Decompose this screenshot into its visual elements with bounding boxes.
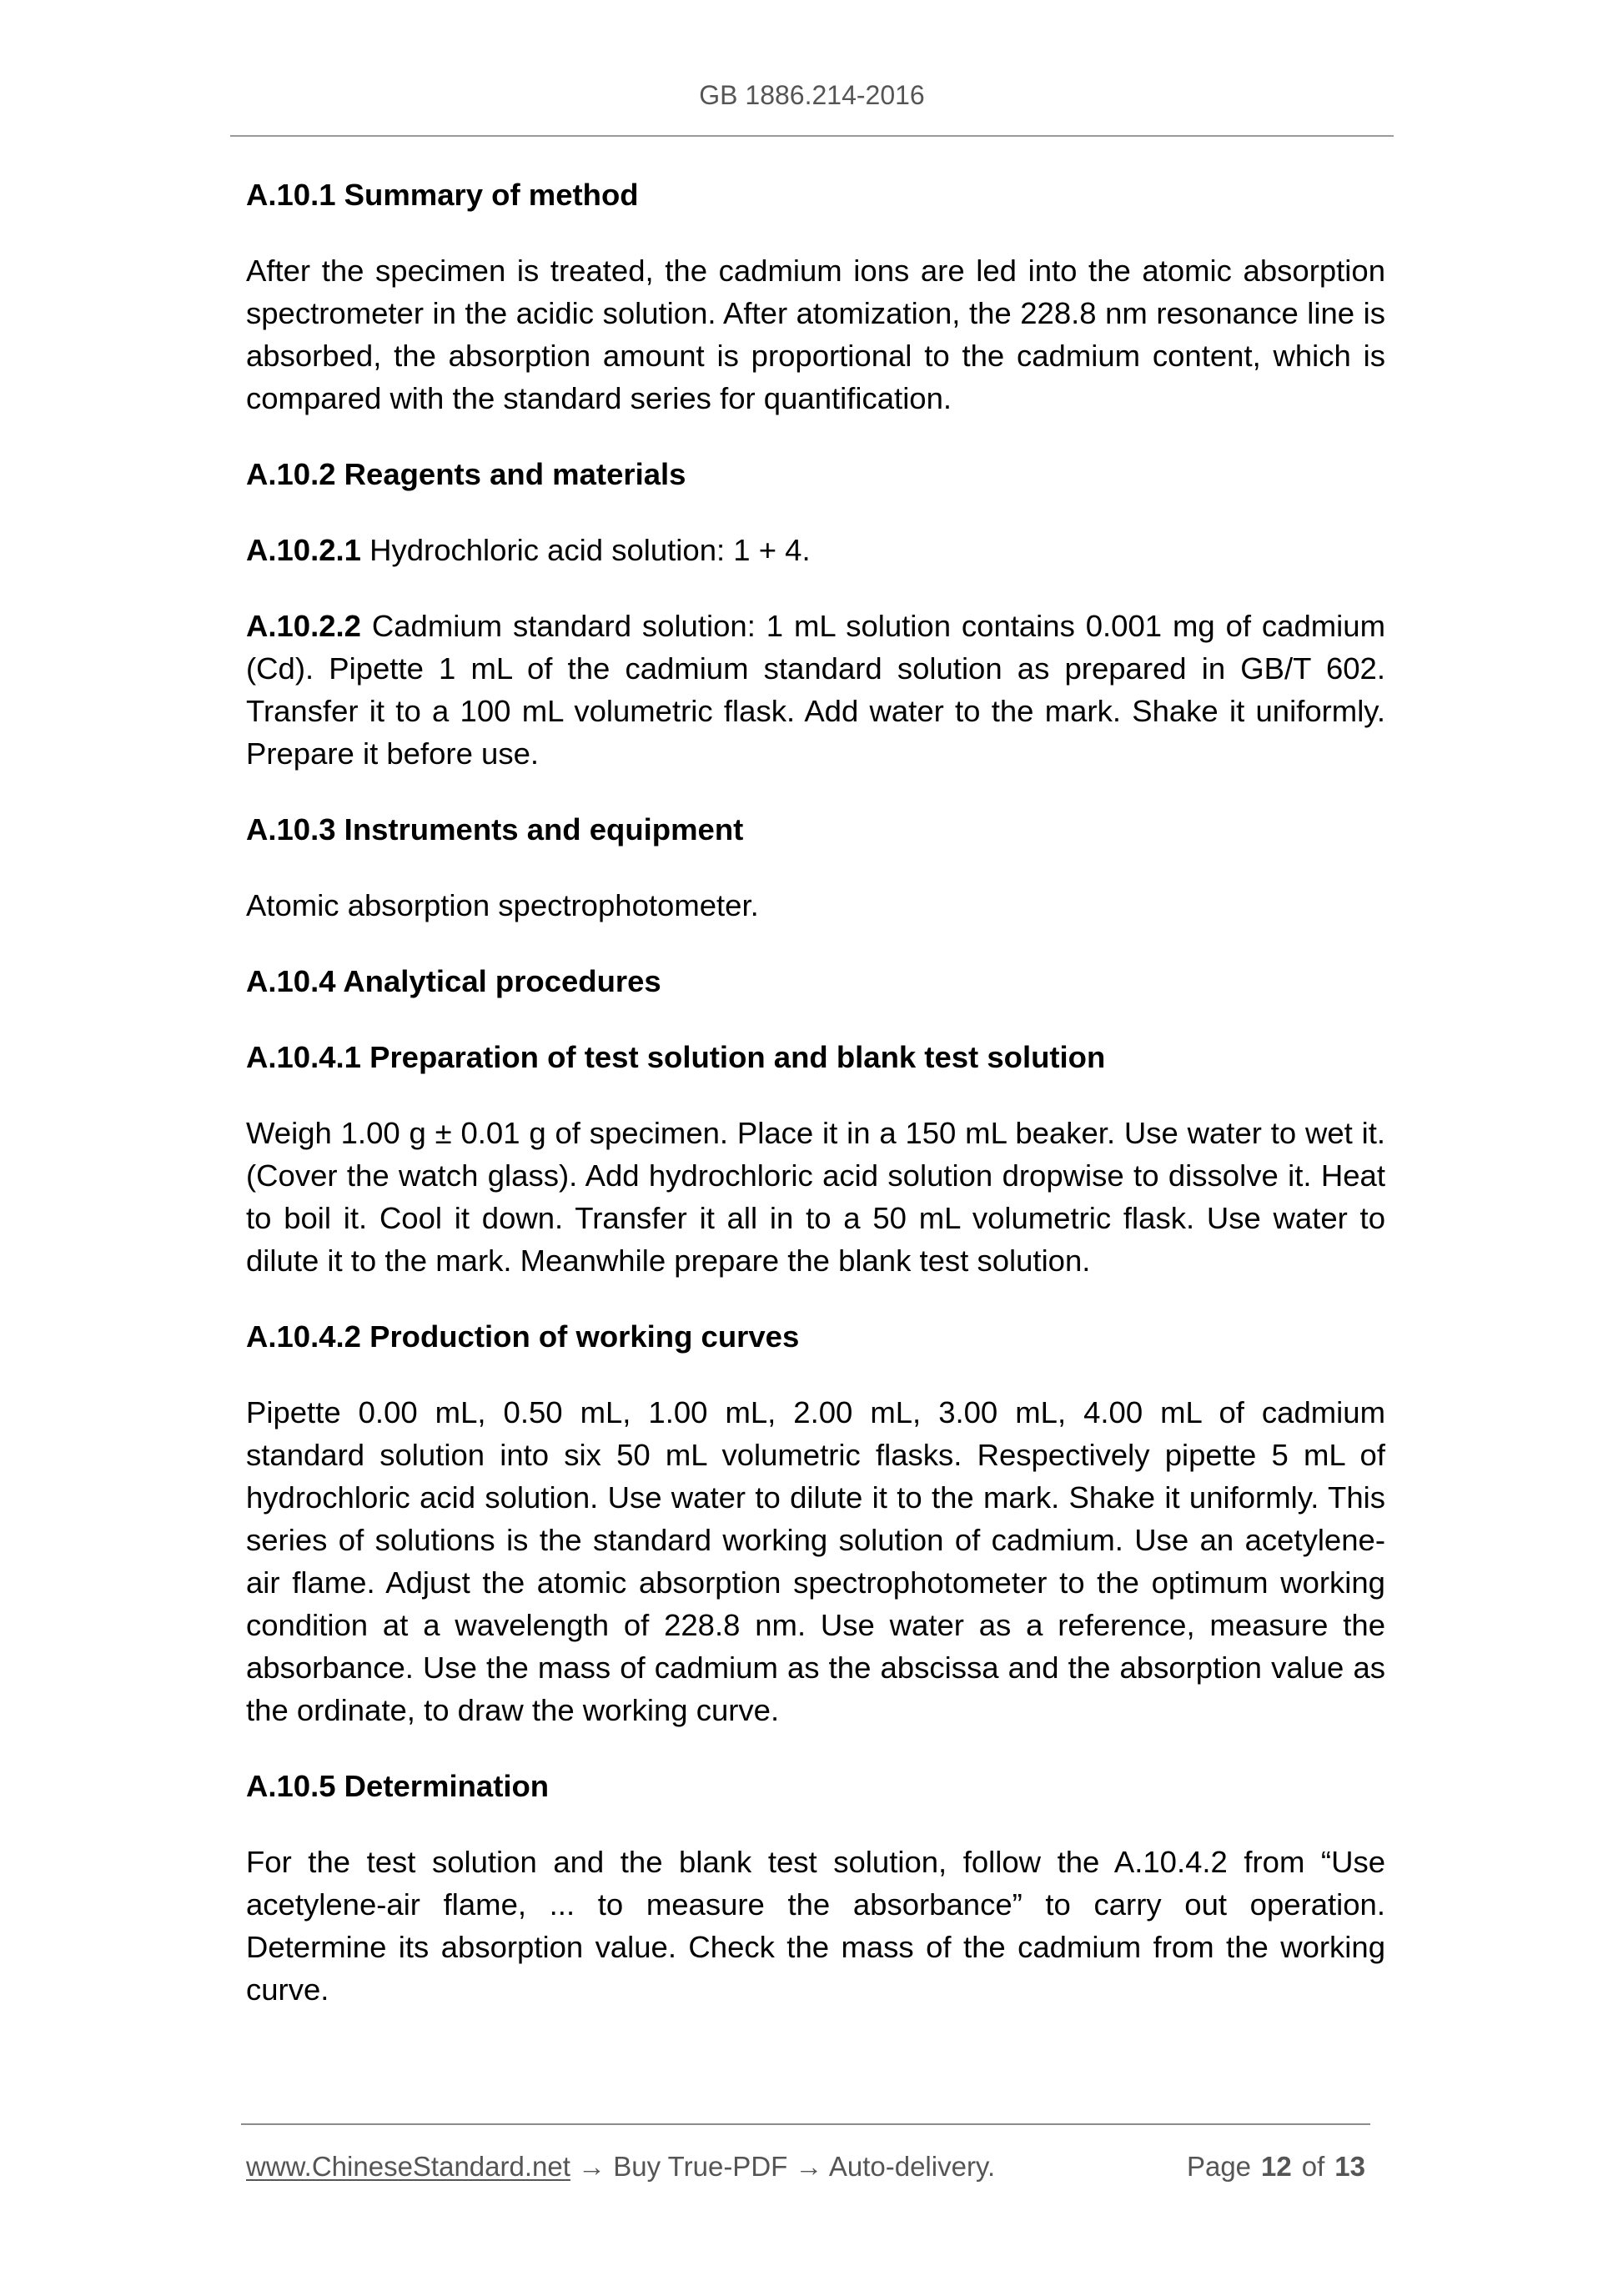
document-body [246,173,1385,2044]
page-label: Page [1186,2151,1252,2182]
subsection-heading-working-curves: A.10.4.2 Production of working curves [246,1319,800,1354]
instruments-paragraph: Atomic absorption spectrophotometer. [246,888,759,922]
chinesestandard-link[interactable]: www.ChineseStandard.net [246,2151,570,2182]
reagent-item-hydrochloric-acid [246,529,1385,571]
determination-paragraph: For the test solution and the blank test solution, follow the A.10.4.2 from “Use acetylene-air flame, ... to measure the absorbance” to carry out operation. Determine its absorption value. Check the mass of the cadmium from the working curve. [246,1845,1385,2007]
clause-number: A.10.2.1 [246,533,361,567]
test-solution-paragraph: Weigh 1.00 g ± 0.01 g of specimen. Place it in a 150 mL beaker. Use water to wet it. (Cover the watch glass). Add hydrochloric acid solution dropwise to dissolve it. Heat to boil it. Cool it down. Transfer it all in to a 50 mL volumetric flask. Use water to dilute it to the mark. Meanwhile prepare the blank test solution. [246,1116,1385,1278]
clause-text: Hydrochloric acid solution: 1 + 4. [360,533,811,567]
document-id-header: GB 1886.214-2016 [699,80,925,110]
section-heading-summary: A.10.1 Summary of method [246,178,639,212]
page-footer [246,2150,1370,2183]
footer-step-buy: Buy True-PDF [613,2151,788,2182]
section-heading-instruments: A.10.3 Instruments and equipment [246,812,744,847]
arrow-right-icon: → [570,2151,614,2182]
reagent-item-cadmium-standard [246,605,1385,775]
header-divider [230,135,1394,137]
section-heading-determination: A.10.5 Determination [246,1769,550,1803]
section-heading-procedures: A.10.4 Analytical procedures [246,964,661,998]
total-pages: 13 [1334,2151,1365,2182]
subsection-heading-test-solution: A.10.4.1 Preparation of test solution and blank test solution [246,1040,1106,1074]
footer-divider [241,2123,1370,2125]
working-curves-paragraph: Pipette 0.00 mL, 0.50 mL, 1.00 mL, 2.00 mL, 3.00 mL, 4.00 mL of cadmium standard solution into six 50 mL volumetric flasks. Respectively pipette 5 mL of hydrochloric acid solution. Use water to dilute it to the mark. Shake it uniformly. This series of solutions is the standard working solution of cadmium. Use an acetylene-air flame. Adjust the atomic absorption spectrophotometer to the optimum working condition at a wavelength of 228.8 nm. Use water as a reference, measure the absorbance. Use the mass of cadmium as the abscissa and the absorption value as the ordinate, to draw the working curve. [246,1395,1385,1727]
footer-step-delivery: Auto-delivery. [828,2151,996,2182]
arrow-right-icon: → [787,2151,829,2182]
clause-number: A.10.2.2 [246,609,361,643]
summary-paragraph: After the specimen is treated, the cadmium ions are led into the atomic absorption spectrometer in the acidic solution. After atomization, the 228.8 nm resonance line is absorbed, the absorption amount is proportional to the cadmium content, which is compared with the standard series for quantification. [246,254,1385,415]
clause-text: Cadmium standard solution: 1 mL solution contains 0.001 mg of cadmium (Cd). Pipette 1 mL of the cadmium standard solution as prepared in GB/T 602. Transfer it to a 100 mL volumetric flask. Add water to the mark. Shake it uniformly. Prepare it before use. [246,609,1385,771]
section-heading-reagents: A.10.2 Reagents and materials [246,457,686,491]
page-of-label: of [1301,2151,1325,2182]
page-number [1187,2150,1365,2183]
current-page: 12 [1261,2151,1292,2182]
